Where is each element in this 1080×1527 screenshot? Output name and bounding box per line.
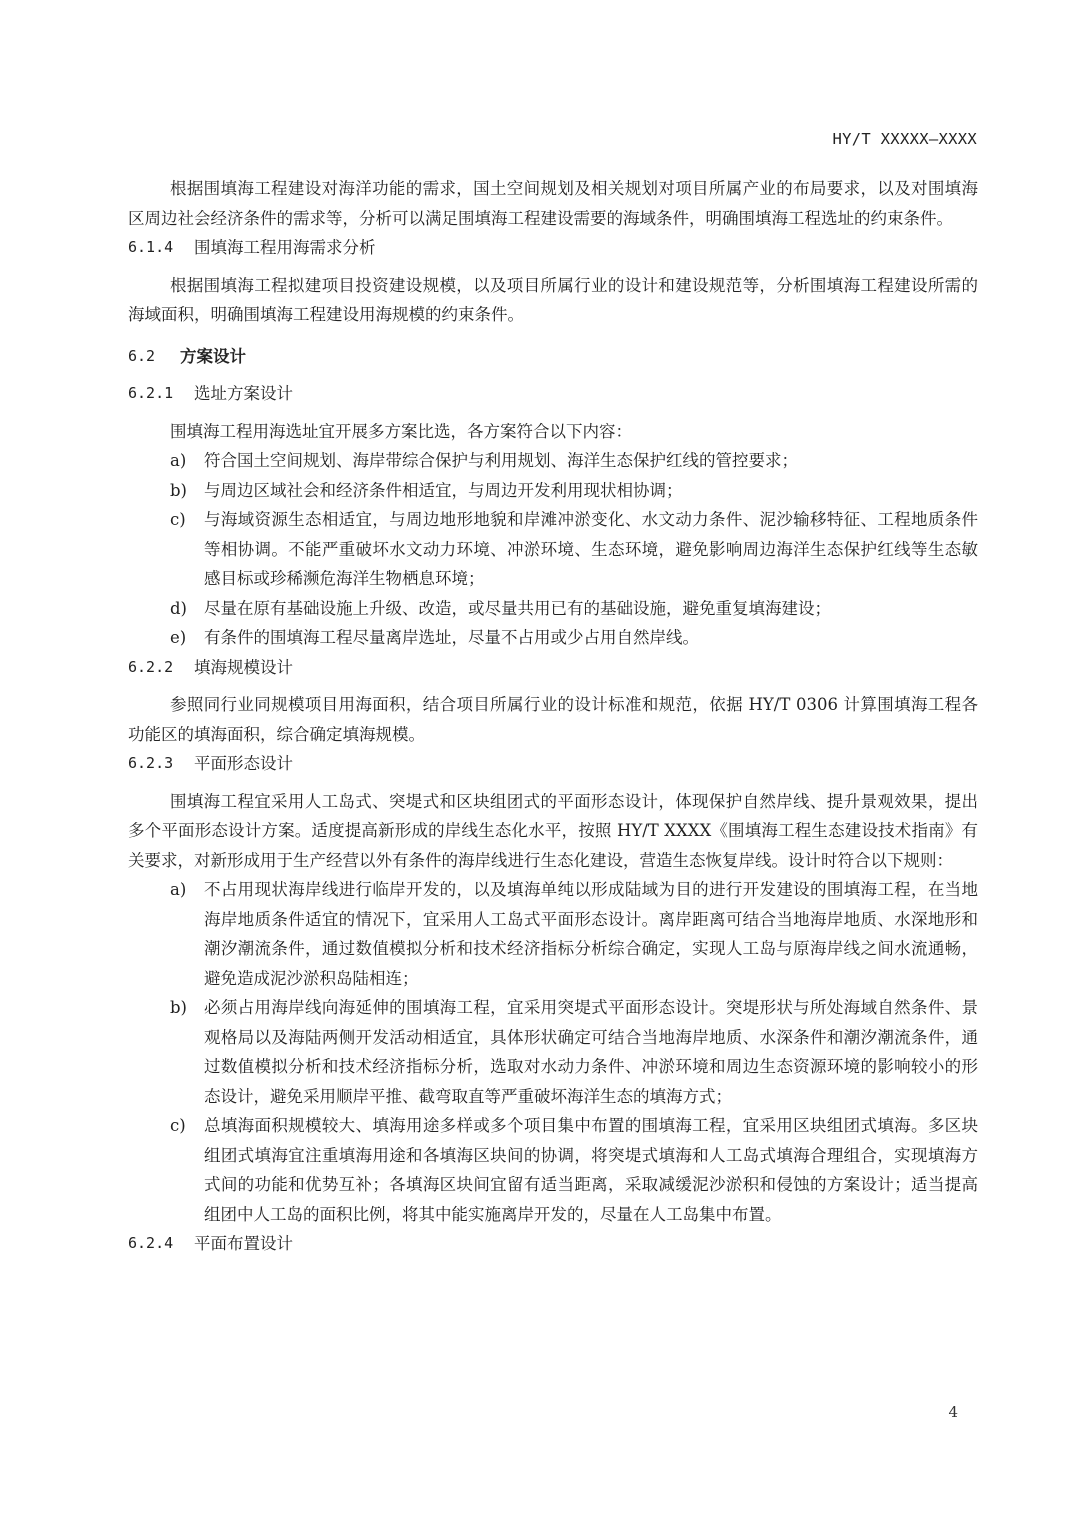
- section-number: 6.1.4: [128, 238, 174, 256]
- section-heading-6-2-1: [128, 379, 978, 409]
- section-heading-6-2-2: [128, 653, 978, 683]
- section-title: 选址方案设计: [194, 384, 293, 403]
- section-heading-6-2-3: [128, 749, 978, 779]
- section-number: 6.2.2: [128, 657, 174, 676]
- list-item: [128, 1111, 978, 1229]
- section-title: 平面形态设计: [194, 754, 293, 773]
- page-number: 4: [948, 1403, 958, 1421]
- list-text: 与周边区域社会和经济条件相适宜，与周边开发利用现状相协调；: [204, 480, 683, 500]
- section-title: 平面布置设计: [194, 1234, 293, 1253]
- list-text: 总填海面积规模较大、填海用途多样或多个项目集中布置的围填海工程，宜采用区块组团式填海。多区块组团式填海宜注重填海用途和各填海区块间的协调，将突堤式填海和人工岛式填海合理组合，实现填海方式间的功能和优势互补；各填海区块间宜留有适当距离，采取减缓泥沙淤积和侵蚀的方案设计；适当提高组团中人工岛的面积比例，将其中能实施离岸开发的，尽量在人工岛集中布置。: [204, 1116, 978, 1224]
- list-text: 有条件的围填海工程尽量离岸选址，尽量不占用或少占用自然岸线。: [204, 628, 699, 647]
- section-number: 6.2.3: [128, 754, 174, 772]
- list-item: [128, 476, 978, 506]
- list-item: [128, 623, 978, 653]
- list-text: 尽量在原有基础设施上升级、改造，或尽量共用已有的基础设施，避免重复填海建设；: [204, 598, 831, 618]
- list-item: [128, 505, 978, 594]
- list-site-requirements: [128, 446, 978, 653]
- paragraph-plane-form: 围填海工程宜采用人工岛式、突堤式和区块组团式的平面形态设计，体现保护自然岸线、提升景观效果，提出多个平面形态设计方案。适度提高新形成的岸线生态化水平，按照 HY/T XXXX《围填海工程生态建设技术指南》有关要求，对新形成用于生产经营以外有条件的海岸线进行生态化建设，营造生态恢复岸线。设计时符合以下规则：: [128, 791, 978, 870]
- list-marker: c): [170, 1116, 186, 1135]
- list-text: 符合国土空间规划、海岸带综合保护与利用规划、海洋生态保护红线的管控要求；: [204, 451, 798, 470]
- list-text: 与海域资源生态相适宜，与周边地形地貌和岸滩冲淤变化、水文动力条件、泥沙输移特征、工程地质条件等相协调。不能严重破坏水文动力环境、冲淤环境、生态环境，避免影响周边海洋生态保护红线等生态敏感目标或珍稀濒危海洋生物栖息环境；: [204, 510, 978, 588]
- paragraph-site-constraints: 根据围填海工程建设对海洋功能的需求，国土空间规划及相关规划对项目所属产业的布局要求，以及对围填海区周边社会经济条件的需求等，分析可以满足围填海工程建设需要的海域条件，明确围填海工程选址的约束条件。: [128, 179, 978, 228]
- section-title: 围填海工程用海需求分析: [194, 238, 376, 257]
- list-item: [128, 594, 978, 624]
- paragraph-sea-demand: 根据围填海工程拟建项目投资建设规模，以及项目所属行业的设计和建设规范等，分析围填海工程建设所需的海域面积，明确围填海工程建设用海规模的约束条件。: [128, 275, 978, 324]
- section-number: 6.2.4: [128, 1234, 174, 1252]
- list-marker: b): [170, 998, 187, 1017]
- paragraph-reclamation-scale: 参照同行业同规模项目用海面积，结合项目所属行业的设计标准和规范，依据 HY/T 0306 计算围填海工程各功能区的填海面积，综合确定填海规模。: [128, 695, 978, 744]
- list-text: 不占用现状海岸线进行临岸开发的，以及填海单纯以形成陆域为目的进行开发建设的围填海工程，在当地海岸地质条件适宜的情况下，宜采用人工岛式平面形态设计。离岸距离可结合当地海岸地质、水深地形和潮汐潮流条件，通过数值模拟分析和技术经济指标分析综合确定，实现人工岛与原海岸线之间水流通畅，避免造成泥沙淤积岛陆相连；: [204, 880, 978, 988]
- section-heading-6-2-4: [128, 1229, 978, 1259]
- list-marker: a): [170, 451, 187, 470]
- document-code-header: HY/T XXXXX—XXXX: [832, 130, 977, 148]
- section-number: 6.2: [128, 346, 156, 365]
- list-item: [128, 993, 978, 1111]
- list-marker: b): [170, 480, 187, 500]
- document-body: [128, 174, 978, 1259]
- list-plane-form-rules: [128, 875, 978, 1229]
- list-text: 必须占用海岸线向海延伸的围填海工程，宜采用突堤式平面形态设计。突堤形状与所处海域自然条件、景观格局以及海陆两侧开发活动相适宜，具体形状确定可结合当地海岸地质、水深条件和潮汐潮流条件，通过数值模拟分析和技术经济指标分析，选取对水动力条件、冲淤环境和周边生态资源环境的影响较小的形态设计，避免采用顺岸平推、截弯取直等严重破坏海洋生态的填海方式；: [204, 998, 978, 1106]
- section-title: 方案设计: [180, 346, 246, 366]
- list-marker: d): [170, 598, 187, 618]
- list-marker: e): [170, 628, 187, 647]
- section-heading-6-1-4: [128, 233, 978, 263]
- section-title: 填海规模设计: [194, 657, 293, 677]
- list-item: [128, 446, 978, 476]
- list-marker: c): [170, 510, 186, 529]
- list-marker: a): [170, 880, 187, 899]
- section-heading-6-2: [128, 342, 978, 372]
- list-item: [128, 875, 978, 993]
- section-number: 6.2.1: [128, 384, 174, 402]
- paragraph-site-selection: 围填海工程用海选址宜开展多方案比选，各方案符合以下内容：: [170, 421, 632, 441]
